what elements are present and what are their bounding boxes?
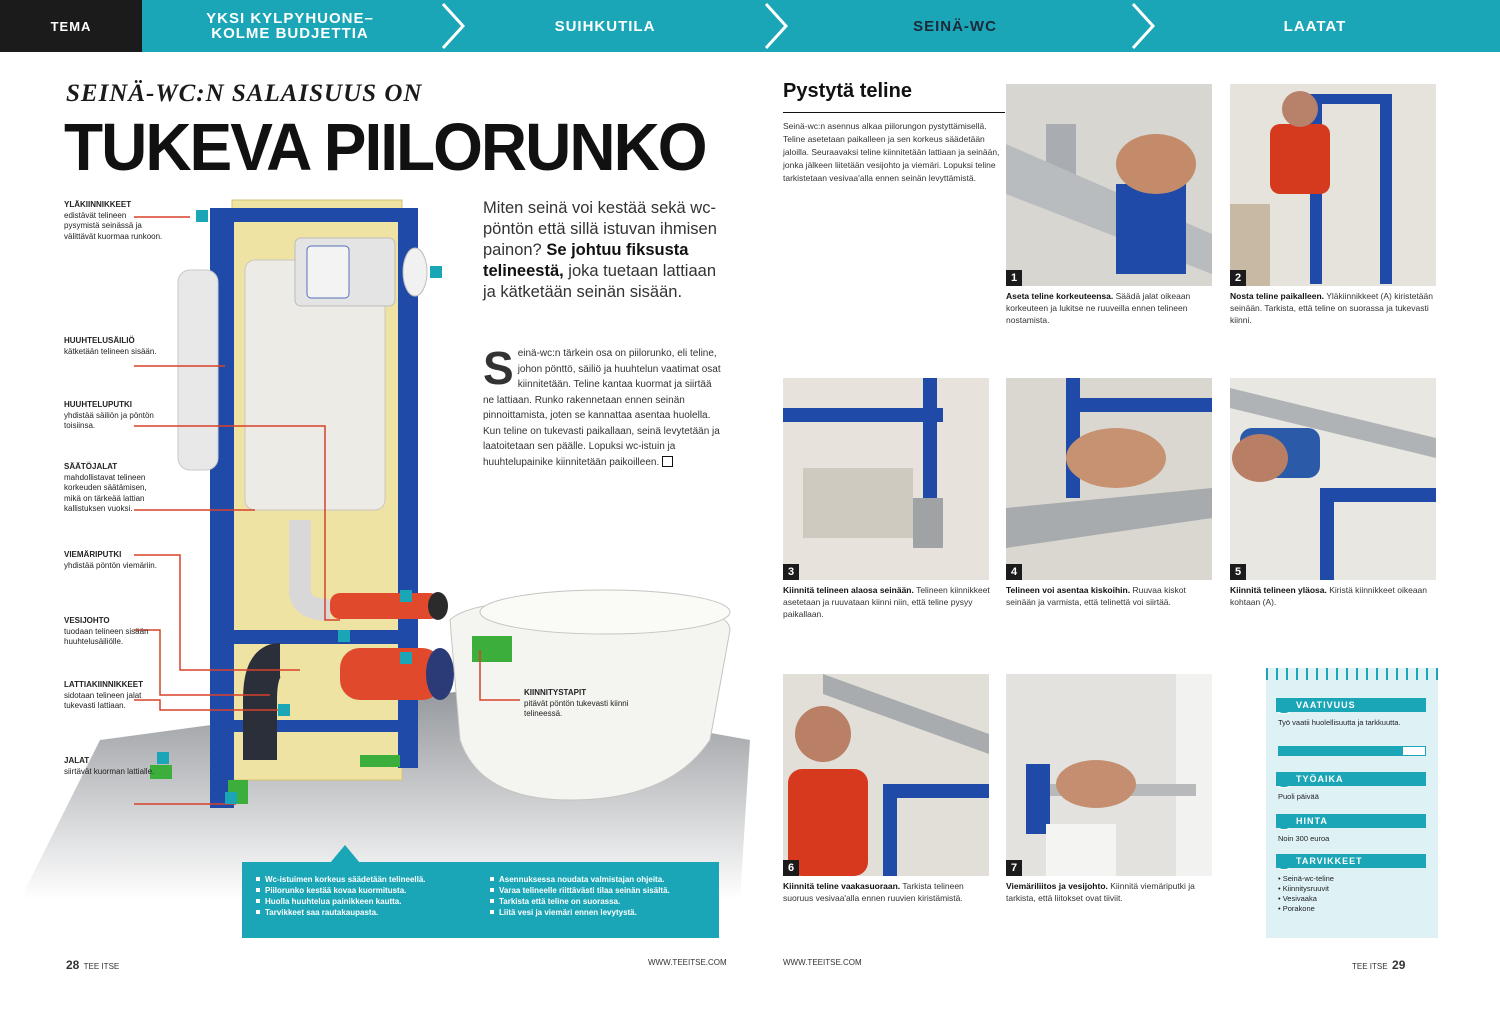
step-caption-1: Aseta teline korkeuteensa. Säädä jalat oikeaan korkeuteen ja lukitse ne ruuveilla ennen telineen nostamista.	[1006, 291, 1191, 325]
step-caption-4: Telineen voi asentaa kiskoihin. Ruuvaa kiskot seinään ja varmista, että telinettä voi siirtää.	[1006, 585, 1186, 607]
step-photo-3	[783, 378, 989, 580]
time-text: Puoli päivää	[1278, 792, 1319, 801]
callout-drain-pipe: VIEMÄRIPUTKI yhdistää pöntön viemäriin.	[64, 550, 157, 570]
step-number-7: 7	[1006, 860, 1022, 876]
callout-water-line: VESIJOHTO tuodaan telineen sisään huuhtelusäiliölle.	[64, 616, 149, 646]
difficulty-text: Työ vaatii huolellisuutta ja tarkkuutta.	[1278, 718, 1401, 727]
step-number-5: 5	[1230, 564, 1246, 580]
step-caption-3: Kiinnitä telineen alaosa seinään. Telineen kiinnikkeet asetetaan ja ruuvataan kiinni niin, että teline pysyy paikallaan.	[783, 585, 990, 619]
article-lead: Miten seinä voi kestää sekä wc-pöntön että sillä istuvan ihmisen painon? Se johtuu fiksusta telineestä, joka tuetaan lattiaan ja kätketään seinän sisään.	[483, 199, 717, 301]
callout-mounting-pins: KIINNITYSTAPIT pitävät pöntön tukevasti kiinni telineessä.	[524, 688, 629, 718]
difficulty-heading: VAATIVUUS	[1276, 698, 1426, 712]
price-heading: HINTA	[1276, 814, 1426, 828]
difficulty-meter	[1278, 746, 1426, 756]
tip-item: Asennuksessa noudata valmistajan ohjeita.	[490, 874, 715, 885]
tips-list-left	[256, 874, 481, 918]
page-number: 28	[66, 958, 80, 972]
price-text: Noin 300 euroa	[1278, 834, 1330, 843]
step-caption-6: Kiinnitä teline vaakasuoraan. Tarkista telineen suoruus vesivaa'alla ennen ruuvien kiristämistä.	[783, 881, 964, 903]
callout-flush-pipe: HUUHTELUPUTKI yhdistää säiliön ja pöntön toisiinsa.	[64, 400, 154, 430]
left-footer-url[interactable]: WWW.TEEITSE.COM	[648, 958, 727, 967]
article-title: TUKEVA PIILORUNKO	[64, 109, 706, 185]
difficulty-meter-fill	[1279, 747, 1403, 755]
step-photo-2	[1230, 84, 1436, 286]
step-number-4: 4	[1006, 564, 1022, 580]
nav-item-tiles[interactable]: LAATAT	[1283, 17, 1347, 35]
steps-lead: Seinä-wc:n asennus alkaa piilorungon pystyttämisellä. Teline asetetaan paikalleen ja sen korkeus säädetään jaloilla. Seuraavaksi teline kiinnitetään lattiaan ja seinään, jonka jälkeen liitetään vesijohto ja viemäri. Lopuksi teline tarkistetaan vesivaa'alla ennen seinän levyttämistä.	[783, 121, 1000, 183]
step-caption-7: Viemäriliitos ja vesijohto. Kiinnitä viemäriputki ja tarkista, että liitokset ovat tiiviit.	[1006, 881, 1195, 903]
tip-item: Tarkista että teline on suorassa.	[490, 896, 715, 907]
title-rule	[783, 112, 1005, 113]
end-mark-icon	[662, 456, 673, 467]
step-number-6: 6	[783, 860, 799, 876]
section-tag: TEMA	[0, 0, 142, 52]
project-info-box	[1266, 668, 1438, 938]
step-photo-7	[1006, 674, 1212, 876]
right-footer-url[interactable]: WWW.TEEITSE.COM	[783, 958, 862, 967]
tip-item: Huolla huuhtelua painikkeen kautta.	[256, 896, 481, 907]
supplies-list: • Seinä-wc-teline • Kiinnitysruuvit • Vesivaaka • Porakone	[1278, 874, 1334, 913]
nav-item-shower[interactable]: SUIHKUTILA	[554, 17, 656, 35]
right-footer: TEE ITSE 29	[1352, 958, 1406, 972]
callout-flush-tank: HUUHTELUSÄILIÖ kätketään telineen sisään.	[64, 336, 157, 356]
time-heading: TYÖAIKA	[1276, 772, 1426, 786]
chevron-right-icon	[760, 2, 790, 50]
callout-legs: JALAT siirtävät kuorman lattialle.	[64, 756, 155, 776]
step-3-illustration	[783, 378, 989, 580]
chevron-right-icon	[437, 2, 467, 50]
tip-item: Liitä vesi ja viemäri ennen levytystä.	[490, 907, 715, 918]
article-body: Seinä-wc:n tärkein osa on piilorunko, eli teline, johon pönttö, säiliö ja huuhtelun vaatimat osat kiinnitetään. Teline kantaa kuormat ja siirtää ne lattiaan. Runko rakennetaan ennen seinän pinnoittamista, joten se kannattaa asentaa huolella. Kun teline on tukevasti paikallaan, seinä levytetään ja laatoitetaan sen päälle. Lopuksi wc-istuin ja huuhtelupainike kiinnitetään paikoilleen.	[483, 342, 721, 468]
tip-item: Varaa telineelle riittävästi tilaa seinän sisältä.	[490, 885, 715, 896]
tips-list-right	[490, 874, 715, 918]
step-6-illustration	[783, 674, 989, 876]
step-1-illustration	[1006, 84, 1212, 286]
left-footer: 28 TEE ITSE	[66, 958, 120, 972]
chevron-right-icon	[1127, 2, 1157, 50]
step-7-illustration	[1006, 674, 1212, 876]
article-kicker: SEINÄ-WC:N SALAISUUS ON	[66, 80, 423, 107]
supplies-heading: TARVIKKEET	[1276, 854, 1426, 868]
tip-item: Wc-istuimen korkeus säädetään telineellä.	[256, 874, 481, 885]
ruler-decoration	[1266, 668, 1438, 680]
nav-item-wall-wc[interactable]: SEINÄ-WC	[913, 17, 997, 35]
step-caption-2: Nosta teline paikalleen. Yläkiinnikkeet (A) kiristetään seinään. Tarkista, että teline on suorassa ja tukevasti kiinni.	[1230, 291, 1433, 325]
step-photo-4	[1006, 378, 1212, 580]
pointer-tab-icon	[330, 845, 360, 863]
drop-cap: S	[483, 342, 514, 394]
step-2-illustration	[1230, 84, 1436, 286]
step-caption-5: Kiinnitä telineen yläosa. Kiristä kiinnikkeet oikeaan kohtaan (A).	[1230, 585, 1428, 607]
step-number-2: 2	[1230, 270, 1246, 286]
step-photo-5	[1230, 378, 1436, 580]
step-number-1: 1	[1006, 270, 1022, 286]
step-photo-1	[1006, 84, 1212, 286]
step-number-3: 3	[783, 564, 799, 580]
step-5-illustration	[1230, 378, 1436, 580]
callout-floor-brackets: LATTIAKIINNIKKEET sidotaan telineen jalat tukevasti lattiaan.	[64, 680, 143, 710]
tip-item: Piilorunko kestää kovaa kuormitusta.	[256, 885, 481, 896]
callout-upper-brackets: YLÄKIINNIKKEET edistävät telineen pysymistä seinässä ja välittävät kuormaa runkoon.	[64, 200, 163, 241]
tip-item: Tarvikkeet saa rautakaupasta.	[256, 907, 481, 918]
page-number: 29	[1392, 958, 1406, 972]
steps-title: Pystytä teline	[783, 80, 912, 102]
step-4-illustration	[1006, 378, 1212, 580]
step-photo-6	[783, 674, 989, 876]
nav-item-budget[interactable]: YKSI KYLPYHUONE– KOLME BUDJETTIA	[206, 10, 374, 42]
callout-adjustable-legs: SÄÄTÖJALAT mahdollistavat telineen korkeuden säätämisen, mikä on tärkeää lattian kallistuksen vuoksi.	[64, 462, 147, 513]
tips-box	[242, 862, 719, 938]
